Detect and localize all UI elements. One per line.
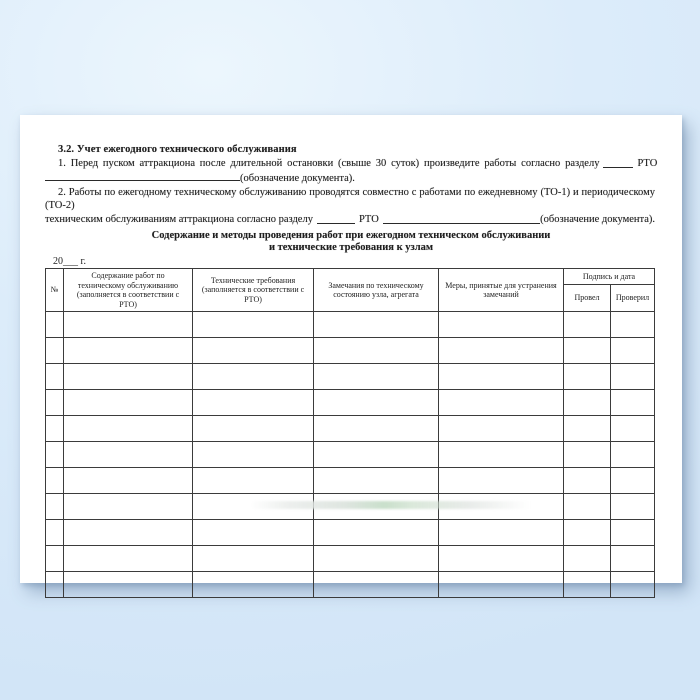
- para2-line2: [45, 213, 655, 227]
- empty-cell: [46, 494, 64, 520]
- empty-cell: [314, 546, 439, 572]
- empty-cell: [611, 572, 655, 598]
- col-header-checked: Проверил: [611, 285, 655, 312]
- empty-cell: [46, 416, 64, 442]
- table-row: [46, 416, 655, 442]
- empty-cell: [46, 572, 64, 598]
- empty-cell: [46, 546, 64, 572]
- empty-cell: [193, 364, 314, 390]
- blank-line: [603, 157, 633, 168]
- empty-cell: [46, 390, 64, 416]
- table-row: [46, 312, 655, 338]
- empty-cell: [314, 390, 439, 416]
- empty-cell: [314, 416, 439, 442]
- empty-cell: [439, 572, 564, 598]
- empty-cell: [439, 494, 564, 520]
- empty-cell: [314, 572, 439, 598]
- table-row: [46, 494, 655, 520]
- section-heading: 3.2. Учет ежегодного технического обслуживания: [58, 144, 297, 155]
- col-header-content: Содержание работ по техническому обслуживанию (заполняется в соответствии с РТО): [64, 269, 193, 312]
- empty-cell: [564, 468, 611, 494]
- empty-cell: [564, 312, 611, 338]
- empty-cell: [46, 520, 64, 546]
- empty-cell: [46, 338, 64, 364]
- table-row: [46, 364, 655, 390]
- empty-cell: [611, 364, 655, 390]
- empty-cell: [193, 468, 314, 494]
- empty-cell: [46, 312, 64, 338]
- para1-line1: [45, 157, 658, 171]
- empty-cell: [193, 572, 314, 598]
- para2-line2-prefix: техническим обслуживаниям аттракциона согласно разделу: [45, 213, 313, 225]
- table-body: [46, 312, 655, 598]
- empty-cell: [314, 494, 439, 520]
- empty-cell: [64, 312, 193, 338]
- empty-cell: [439, 442, 564, 468]
- blank-line: [45, 170, 240, 181]
- empty-cell: [64, 572, 193, 598]
- empty-cell: [64, 390, 193, 416]
- empty-cell: [64, 416, 193, 442]
- empty-cell: [64, 520, 193, 546]
- blank-line: [383, 213, 540, 224]
- para1-line2: [45, 170, 655, 186]
- empty-cell: [314, 338, 439, 364]
- empty-cell: [46, 442, 64, 468]
- col-header-requirements: Технические требования (заполняется в соответствии с РТО): [193, 269, 314, 312]
- empty-cell: [564, 442, 611, 468]
- col-header-remarks: Замечания по техническому состоянию узла, агрегата: [314, 269, 439, 312]
- document-text-block: [45, 143, 658, 226]
- empty-cell: [564, 416, 611, 442]
- empty-cell: [193, 546, 314, 572]
- table-row: [46, 442, 655, 468]
- empty-cell: [564, 364, 611, 390]
- blank-line: [317, 213, 355, 224]
- col-header-number: №: [46, 269, 64, 312]
- table-row: [46, 520, 655, 546]
- empty-cell: [564, 494, 611, 520]
- year-field: 20___ г.: [53, 256, 86, 267]
- empty-cell: [439, 520, 564, 546]
- empty-cell: [611, 416, 655, 442]
- empty-cell: [564, 520, 611, 546]
- empty-cell: [64, 546, 193, 572]
- empty-cell: [46, 468, 64, 494]
- empty-cell: [611, 312, 655, 338]
- empty-cell: [439, 416, 564, 442]
- col-header-signature-group: Подпись и дата: [564, 269, 655, 285]
- empty-cell: [611, 468, 655, 494]
- para2-line2-suffix: (обозначение документа).: [540, 213, 655, 225]
- col-header-measures: Меры, принятые для устранения замечаний: [439, 269, 564, 312]
- empty-cell: [439, 468, 564, 494]
- empty-cell: [314, 312, 439, 338]
- empty-cell: [193, 390, 314, 416]
- empty-cell: [193, 494, 314, 520]
- table-title: [20, 230, 682, 253]
- empty-cell: [611, 442, 655, 468]
- empty-cell: [314, 468, 439, 494]
- para1-line1-text: 1. Перед пуском аттракциона после длительной остановки (свыше 30 суток) произведите работы согласно разделу: [58, 157, 600, 169]
- empty-cell: [439, 364, 564, 390]
- empty-cell: [611, 390, 655, 416]
- empty-cell: [193, 312, 314, 338]
- empty-cell: [564, 338, 611, 364]
- table-row: [46, 546, 655, 572]
- empty-cell: [64, 338, 193, 364]
- table-row: [46, 468, 655, 494]
- empty-cell: [193, 442, 314, 468]
- empty-cell: [564, 546, 611, 572]
- empty-cell: [193, 416, 314, 442]
- para1-line2-text: (обозначение документа).: [240, 173, 355, 184]
- empty-cell: [46, 364, 64, 390]
- empty-cell: [439, 312, 564, 338]
- empty-cell: [611, 494, 655, 520]
- empty-cell: [193, 338, 314, 364]
- empty-cell: [611, 520, 655, 546]
- document-page: [20, 115, 682, 583]
- empty-cell: [314, 442, 439, 468]
- empty-cell: [564, 572, 611, 598]
- empty-cell: [564, 390, 611, 416]
- empty-cell: [439, 390, 564, 416]
- rto-label: РТО: [637, 157, 658, 169]
- empty-cell: [439, 546, 564, 572]
- empty-cell: [314, 364, 439, 390]
- maintenance-table: [45, 268, 655, 598]
- empty-cell: [64, 364, 193, 390]
- empty-cell: [64, 442, 193, 468]
- rto-label: РТО: [358, 213, 379, 225]
- table-row: [46, 390, 655, 416]
- empty-cell: [193, 520, 314, 546]
- table-title-line2: и технические требования к узлам: [268, 241, 434, 253]
- empty-cell: [64, 468, 193, 494]
- col-header-performed: Провел: [564, 285, 611, 312]
- empty-cell: [439, 338, 564, 364]
- empty-cell: [611, 338, 655, 364]
- para2-line1: 2. Работы по ежегодному техническому обслуживанию проводятся совместно с работами по ежедневному (ТО-1) и периодическому (ТО-2): [45, 186, 655, 211]
- empty-cell: [611, 546, 655, 572]
- table-title-line1: Содержание и методы проведения работ при ежегодном техническом обслуживании: [151, 230, 551, 241]
- table-row: [46, 572, 655, 598]
- table-row: [46, 338, 655, 364]
- empty-cell: [64, 494, 193, 520]
- empty-cell: [314, 520, 439, 546]
